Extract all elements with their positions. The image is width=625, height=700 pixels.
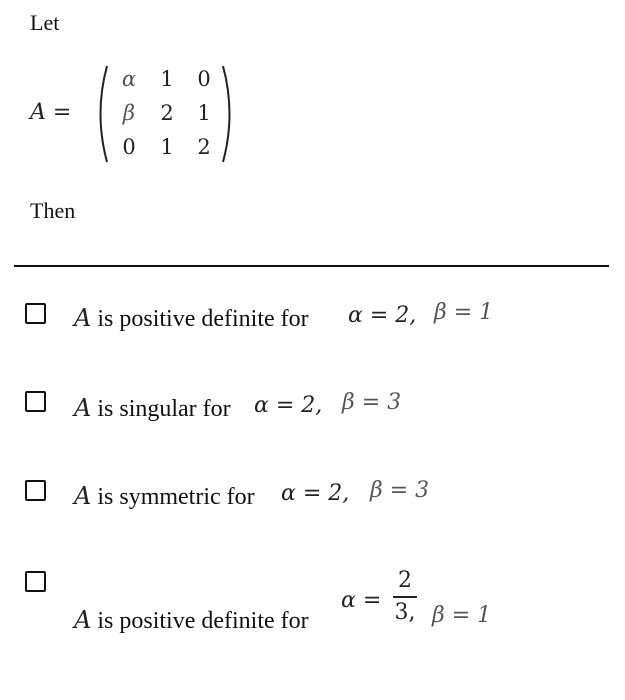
option-1-label <box>74 304 309 333</box>
matrix-lhs-label: A = <box>30 100 72 125</box>
option-4-checkbox[interactable] <box>25 571 46 592</box>
option-2-alpha: α = 2, <box>254 393 323 418</box>
option-2-label <box>74 394 231 423</box>
option-3-text: is symmetric for <box>91 484 255 510</box>
matrix-cell: 1 <box>160 67 174 91</box>
option-2-beta: β = 3 <box>342 390 402 415</box>
option-4-text: is positive definite for <box>91 608 309 634</box>
intro-text: Let <box>30 10 60 35</box>
fraction-numerator: 2 <box>398 568 412 593</box>
matrix-cell: 2 <box>160 101 174 125</box>
option-1-text: is positive definite for <box>91 306 309 332</box>
matrix-cell: 0 <box>122 135 136 159</box>
option-4-alpha-prefix: α = <box>341 588 382 613</box>
matrix-lhs <box>30 100 71 125</box>
option-4-alpha-fraction <box>393 568 417 626</box>
option-4-var: A <box>74 606 92 634</box>
option-3-alpha: α = 2, <box>281 481 350 506</box>
option-1-alpha: α = 2, <box>348 303 417 328</box>
option-4-label <box>74 606 309 635</box>
fraction-bar <box>393 596 417 598</box>
option-1-checkbox[interactable] <box>25 303 46 324</box>
option-1-beta: β = 1 <box>434 300 494 325</box>
option-2-text: is singular for <box>91 396 231 422</box>
matrix-cell: 1 <box>160 135 174 159</box>
matrix-cell: β <box>122 101 136 125</box>
matrix-cell: 1 <box>197 101 211 125</box>
option-3-beta: β = 3 <box>370 478 430 503</box>
option-3-checkbox[interactable] <box>25 480 46 501</box>
option-2-var: A <box>74 394 92 422</box>
option-3-var: A <box>74 482 92 510</box>
right-paren-icon <box>220 64 238 164</box>
matrix-cell: 0 <box>197 67 211 91</box>
left-paren-icon <box>92 64 110 164</box>
option-3-label <box>74 482 255 511</box>
matrix-cell: α <box>121 67 137 91</box>
divider <box>14 265 609 267</box>
matrix-cell: 2 <box>197 135 211 159</box>
option-1-var: A <box>74 304 92 332</box>
outro-text: Then <box>30 198 76 223</box>
option-2-checkbox[interactable] <box>25 391 46 412</box>
option-4-beta: β = 1 <box>432 603 492 628</box>
fraction-denominator: 3, <box>394 599 416 625</box>
